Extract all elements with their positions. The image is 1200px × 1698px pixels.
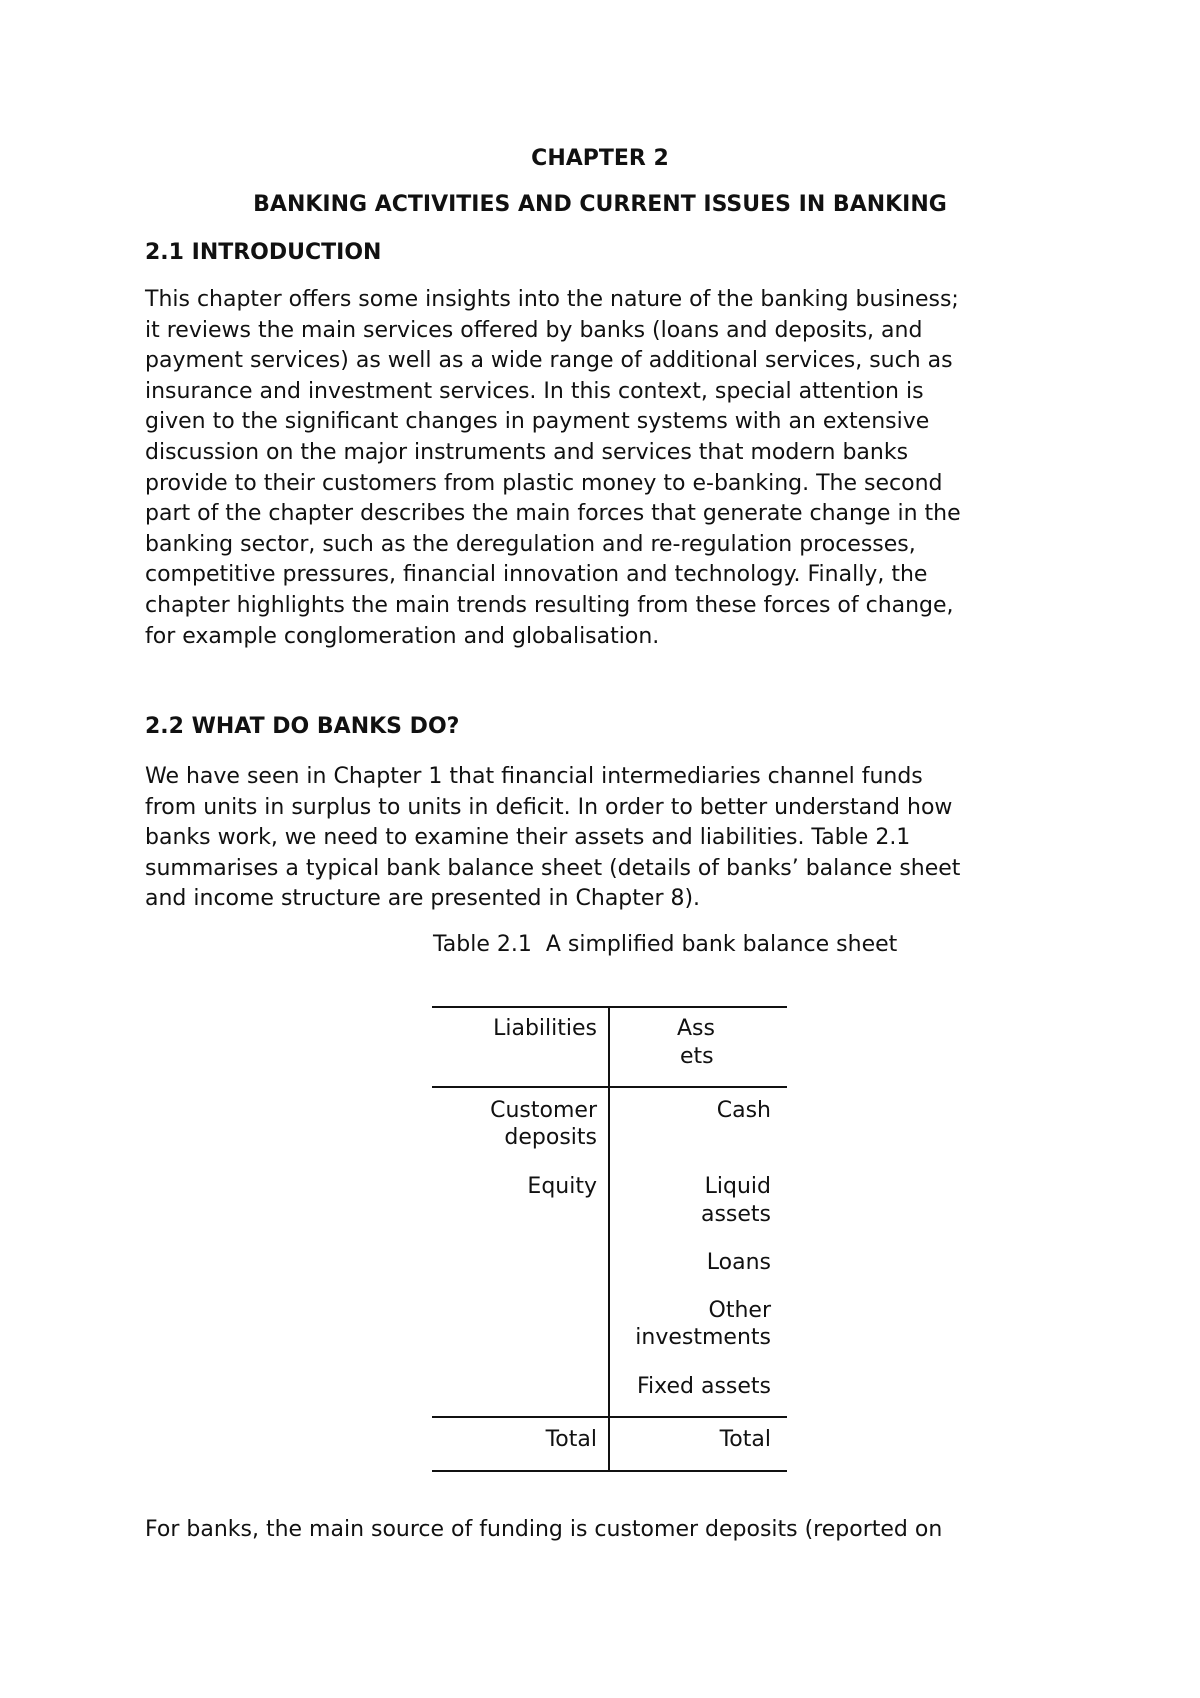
asset-item: Liquid	[704, 1174, 771, 1199]
table-divider	[608, 1006, 610, 1472]
text-line: for example conglomeration and globalisation.	[145, 623, 660, 649]
text-line: insurance and investment services. In this context, special attention is	[145, 378, 924, 404]
chapter-label: CHAPTER 2	[531, 146, 669, 171]
liability-item: Equity	[527, 1174, 597, 1199]
section-heading-what-do-banks-do: 2.2 WHAT DO BANKS DO?	[145, 714, 460, 739]
text-line: competitive pressures, financial innovation and technology. Finally, the	[145, 562, 928, 588]
asset-item: Fixed assets	[636, 1374, 771, 1399]
continuation-line: For banks, the main source of funding is customer deposits (reported on	[145, 1517, 943, 1542]
text-line: summarises a typical bank balance sheet (details of banks’ balance sheet	[145, 855, 961, 881]
asset-item: Cash	[716, 1098, 771, 1123]
section-heading-introduction: 2.1 INTRODUCTION	[145, 240, 382, 265]
text-line: chapter highlights the main trends resulting from these forces of change,	[145, 592, 954, 618]
asset-item: assets	[700, 1202, 771, 1227]
table-caption: Table 2.1 A simplified bank balance sheet	[433, 932, 898, 957]
text-line: This chapter offers some insights into the nature of the banking business;	[145, 287, 959, 312]
balance-sheet-table	[432, 1006, 787, 1472]
text-line: provide to their customers from plastic money to e-banking. The second	[145, 470, 943, 496]
chapter-title: BANKING ACTIVITIES AND CURRENT ISSUES IN BANKING	[253, 192, 947, 217]
text-line: banks work, we need to examine their assets and liabilities. Table 2.1	[145, 825, 911, 851]
text-line: part of the chapter describes the main forces that generate change in the	[145, 501, 961, 527]
introduction-paragraph	[145, 285, 1145, 652]
text-line: from units in surplus to units in deficit. In order to better understand how	[145, 794, 953, 820]
text-line: it reviews the main services offered by banks (loans and deposits, and	[145, 317, 923, 343]
text-line: discussion on the major instruments and services that modern banks	[145, 439, 909, 465]
text-line: payment services) as well as a wide range of additional services, such as	[145, 348, 953, 374]
text-line: banking sector, such as the deregulation and re-regulation processes,	[145, 531, 916, 557]
header-assets-2: ets	[680, 1044, 714, 1069]
text-line: given to the significant changes in payment systems with an extensive	[145, 409, 930, 435]
header-assets-1: Ass	[677, 1016, 715, 1041]
header-liabilities: Liabilities	[493, 1016, 597, 1041]
what-do-banks-do-paragraph	[145, 762, 1145, 915]
liability-item: deposits	[504, 1125, 597, 1150]
text-line: and income structure are presented in Chapter 8).	[145, 886, 701, 912]
liability-item: Customer	[490, 1098, 597, 1123]
asset-item: Other	[708, 1298, 771, 1323]
total-liabilities: Total	[545, 1427, 597, 1452]
total-assets: Total	[719, 1427, 771, 1452]
text-line: We have seen in Chapter 1 that financial intermediaries channel funds	[145, 764, 923, 789]
asset-item: Loans	[706, 1250, 771, 1275]
asset-item: investments	[635, 1325, 771, 1350]
